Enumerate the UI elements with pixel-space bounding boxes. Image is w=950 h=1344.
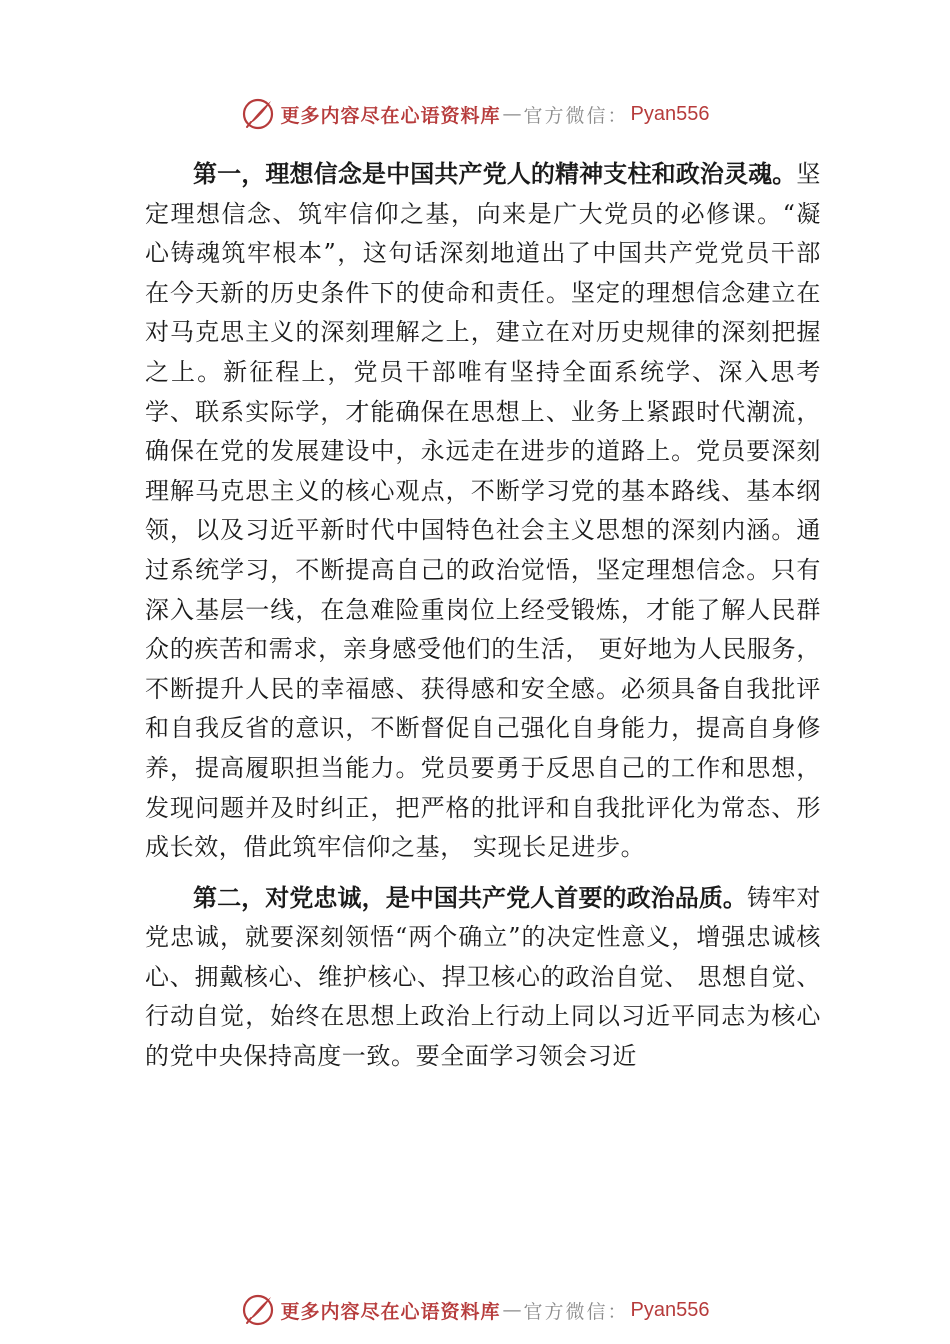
wechat-label: 官方微信： — [523, 1300, 629, 1323]
quill-logo-icon — [241, 1293, 275, 1327]
wechat-label: 官方微信： — [523, 104, 629, 127]
paragraph-2-heading: 第二，对党忠诚，是中国共产党人首要的政治品质。 — [193, 883, 748, 912]
document-body — [145, 155, 821, 1077]
footer-watermark — [0, 1290, 950, 1330]
wechat-id: Pyan556 — [630, 1298, 710, 1321]
paragraph-2 — [145, 879, 821, 1077]
wechat-id: Pyan556 — [630, 102, 710, 125]
paragraph-1 — [145, 155, 821, 868]
paragraph-1-heading: 第一，理想信念是中国共产党人的精神支柱和政治灵魂。 — [193, 160, 797, 188]
quill-logo-icon — [241, 97, 275, 131]
watermark-text: 更多内容尽在心语资料库 — [280, 104, 501, 127]
watermark-separator: — — [502, 1299, 522, 1321]
paragraph-2-text: 铸牢对党忠诚，就要深刻领悟“两个确立”的决定性意义，增强忠诚核心、拥戴核心、维护核心、捍卫核心的政治自觉、 思想自觉、行动自觉，始终在思想上政治上行动上同以习近平同志为核心的党中央保持高度一致。要全面学习领会习近 — [145, 883, 821, 1071]
paragraph-1-text: 坚定理想信念、筑牢信仰之基，向来是广大党员的必修课。“凝心铸魂筑牢根本”，这句话深刻地道出了中国共产党党员干部在今天新的历史条件下的使命和责任。坚定的理想信念建立在对马克思主义的深刻理解之上，建立在对历史规律的深刻把握之上。新征程上，党员干部唯有坚持全面系统学、深入思考学、联系实际学，才能确保在思想上、业务上紧跟时代潮流，确保在党的发展建设中，永远走在进步的道路上。党员要深刻理解马克思主义的核心观点，不断学习党的基本路线、基本纲领，以及习近平新时代中国特色社会主义思想的深刻内涵。通过系统学习，不断提高自己的政治觉悟，坚定理想信念。只有深入基层一线，在急难险重岗位上经受锻炼，才能了解人民群众的疾苦和需求，亲身感受他们的生活， 更好地为人民服务，不断提升人民的幸福感、获得感和安全感。必须具备自我批评和自我反省的意识，不断督促自己强化自身能力，提高自身修养，提高履职担当能力。党员要勇于反思自己的工作和思想，发现问题并及时纠正，把严格的批评和自我批评化为常态、形成长效，借此筑牢信仰之基， 实现长足进步。 — [145, 160, 821, 862]
watermark-separator: — — [502, 103, 522, 125]
watermark-text: 更多内容尽在心语资料库 — [280, 1300, 501, 1323]
header-watermark — [0, 94, 950, 134]
